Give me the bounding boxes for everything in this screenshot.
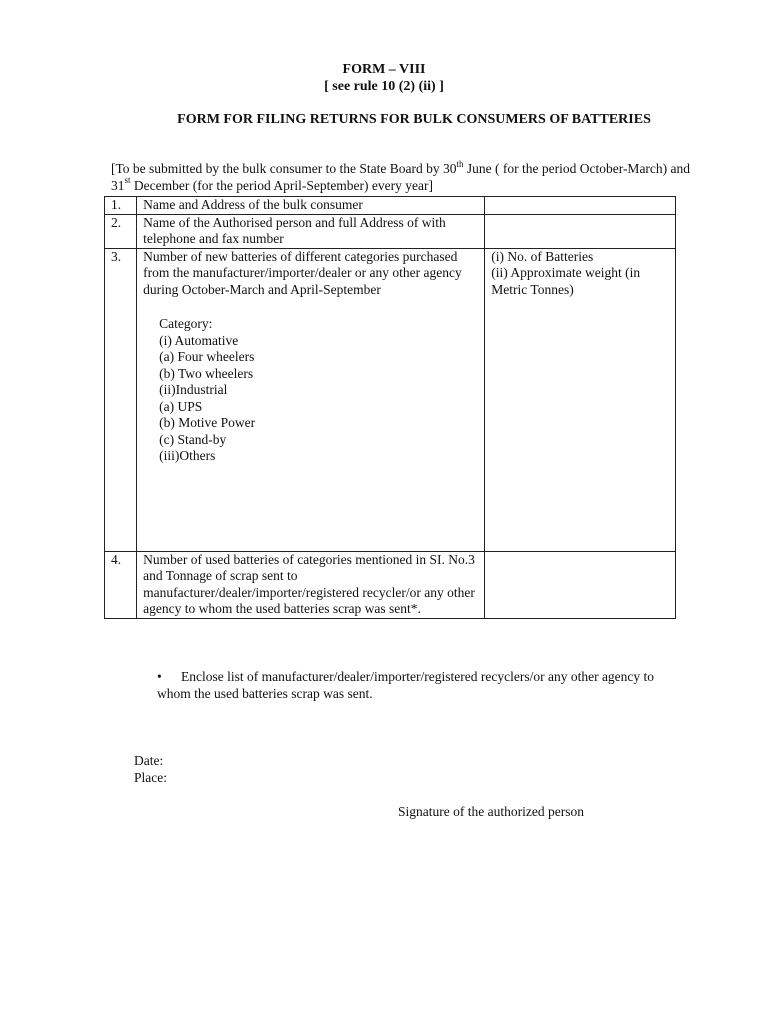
row-description-text: Number of new batteries of different categories purchased from the manufacturer/importer/dealer or any other agency during October-March and April-September [143, 248, 462, 297]
category-item: (b) Two wheelers [159, 365, 254, 381]
date-label: Date: [134, 753, 164, 768]
form-title: FORM FOR FILING RETURNS FOR BULK CONSUMERS OF BATTERIES [177, 112, 651, 127]
bullet-icon: • [157, 669, 162, 684]
row-number: 2. [105, 214, 137, 248]
row-description: Name of the Authorised person and full Address of with telephone and fax number [137, 214, 485, 248]
category-item: Category: [159, 316, 213, 331]
row-description [137, 248, 485, 551]
place-label: Place: [134, 770, 167, 785]
category-item: (a) Four wheelers [159, 349, 255, 364]
row-number: 4. [105, 551, 137, 618]
row-value-field[interactable] [485, 197, 676, 215]
category-item: (b) Motive Power [159, 415, 256, 430]
table-row [105, 214, 676, 248]
category-item: (a) UPS [159, 398, 203, 414]
category-item: (iii)Others [159, 448, 216, 463]
category-item: (c) Stand-by [159, 431, 227, 447]
submission-instructions: [To be submitted by the bulk consumer to the State Board by 30th June ( for the period October-March) and 31st December (for the period April-September) every year] [111, 158, 691, 193]
row-description: Number of used batteries of categories mentioned in SI. No.3 and Tonnage of scrap sent to manufacturer/dealer/importer/registered recycler/or any other agency to whom the used batteries scrap was sent*. [137, 551, 485, 618]
row-number: 3. [105, 248, 137, 551]
row-value-field[interactable] [485, 551, 676, 618]
enclosure-note-text: Enclose list of manufacturer/dealer/importer/registered recyclers/or any other agency to whom the used batteries scrap was sent. [157, 669, 655, 701]
value-label: (i) No. of Batteries [491, 248, 594, 264]
form-number: FORM – VIII [342, 62, 426, 77]
table-row [105, 197, 676, 215]
rule-reference: [ see rule 10 (2) (ii) ] [324, 79, 444, 94]
category-item: (i) Automative [159, 332, 239, 348]
row-number: 1. [105, 197, 137, 215]
signature-label: Signature of the authorized person [398, 804, 584, 819]
category-item: (ii)Industrial [159, 382, 228, 397]
returns-table [104, 196, 676, 619]
category-list [143, 316, 478, 465]
table-row [105, 248, 676, 551]
table-row [105, 551, 676, 618]
row-value-field[interactable] [485, 214, 676, 248]
value-label: (ii) Approximate weight (in Metric Tonnes) [491, 265, 641, 297]
enclosure-note [157, 669, 677, 702]
row-value-field[interactable] [485, 248, 676, 551]
row-description: Name and Address of the bulk consumer [137, 197, 485, 215]
